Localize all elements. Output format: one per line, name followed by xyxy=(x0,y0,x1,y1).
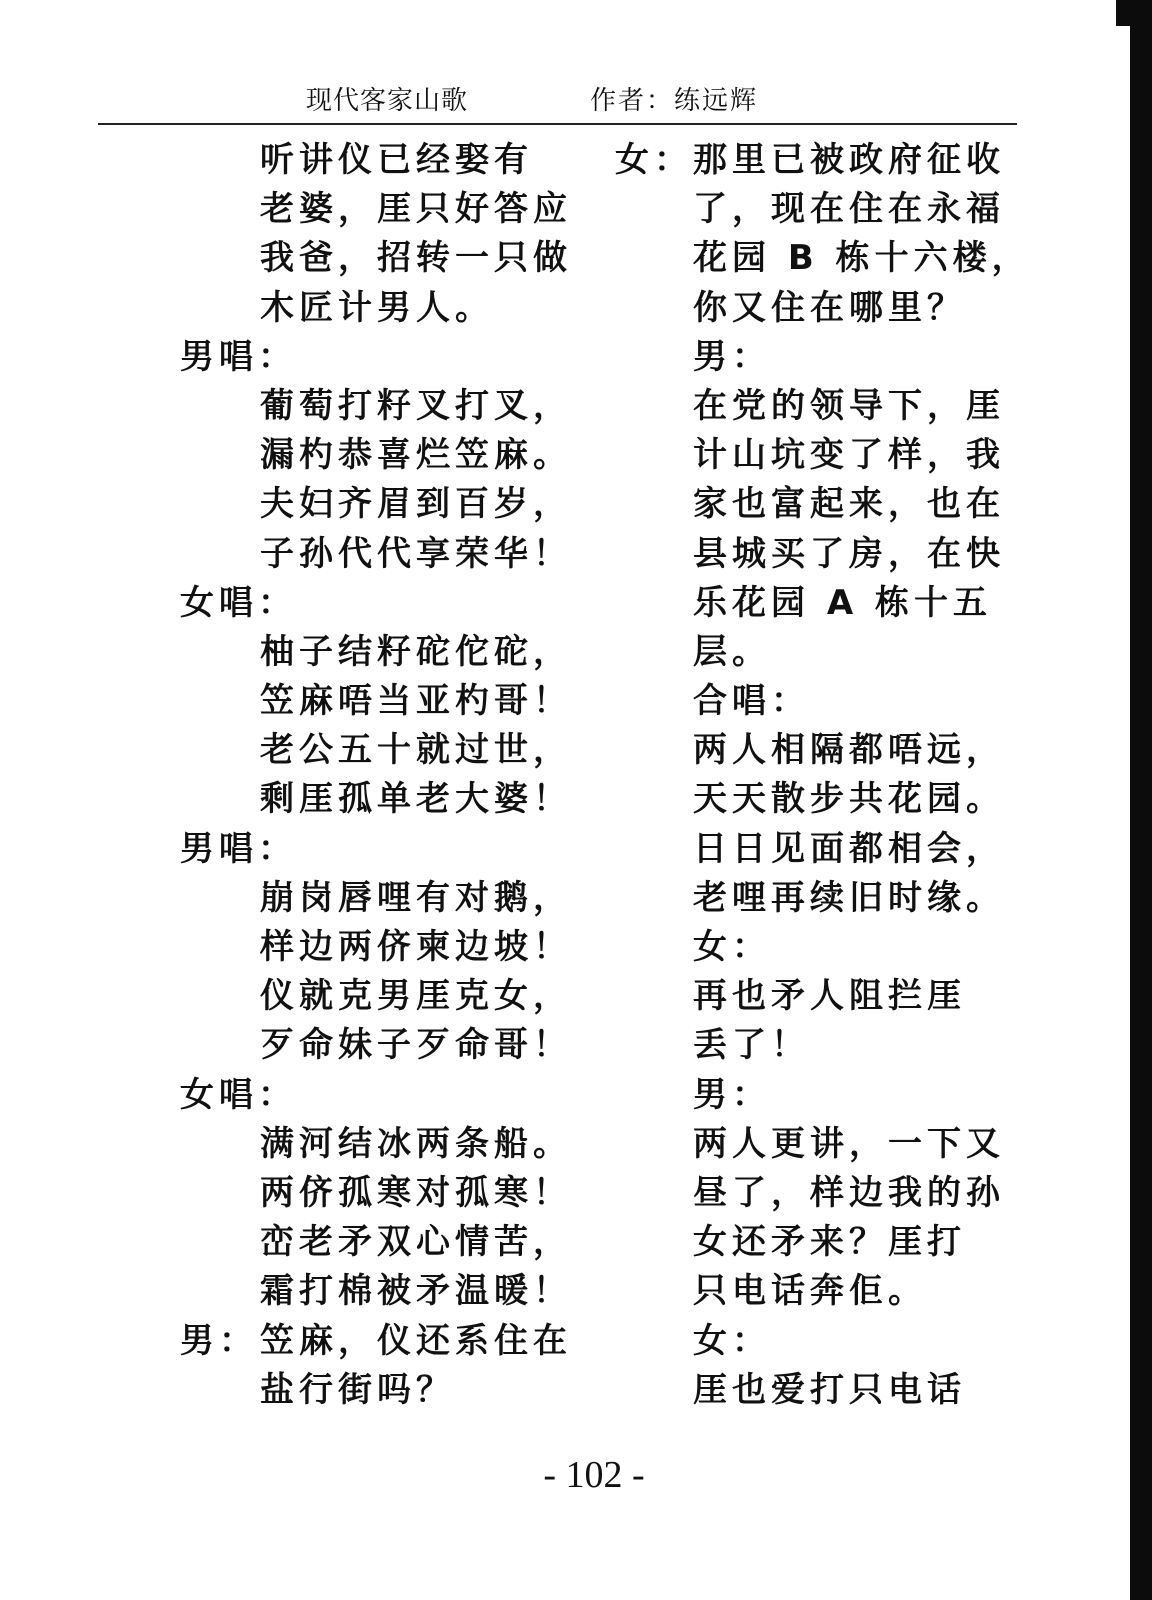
left-column xyxy=(180,136,572,1415)
verse-line: 计山坑变了样，我 xyxy=(693,435,1005,476)
verse-line xyxy=(615,136,1031,185)
verse-line: 子孙代代享荣华！ xyxy=(260,533,572,574)
verse-line: 老婆，厓只好答应 xyxy=(260,189,572,230)
verse-line: 仪就克男厓克女， xyxy=(260,976,572,1017)
verse-line: 丢了！ xyxy=(693,1025,810,1066)
header-divider xyxy=(98,123,1017,125)
speaker-label: 女唱： xyxy=(180,582,297,623)
verse-line: 家也富起来，也在 xyxy=(693,484,1005,525)
verse-line: 层。 xyxy=(693,631,771,672)
speaker-label: 男唱： xyxy=(180,336,297,377)
verse-line: 满河结冰两条船。 xyxy=(260,1123,572,1164)
verse-line xyxy=(180,1317,572,1366)
verse-line: 霜打棉被矛温暖！ xyxy=(260,1271,572,1312)
verse-line: 听讲仪已经娶有 xyxy=(260,140,533,180)
verse-line: 老公五十就过世， xyxy=(260,730,572,771)
verse-line: 笠麻唔当亚杓哥！ xyxy=(260,681,572,722)
verse-line: 县城买了房，在快 xyxy=(693,533,1005,574)
verse-line: 峦老矛双心情苦， xyxy=(260,1222,572,1263)
verse-line: 女： xyxy=(693,1320,771,1361)
verse-line: 昼了，样边我的孙 xyxy=(693,1172,1005,1213)
verse-line: 女： xyxy=(693,927,771,967)
verse-line: 乐花园 A 栋十五 xyxy=(693,582,992,623)
verse-line: 厓也爱打只电话 xyxy=(693,1369,966,1410)
verse-line: 漏杓恭喜烂笠麻。 xyxy=(260,435,572,476)
verse-line: 老哩再续旧时缘。 xyxy=(693,877,1005,918)
verse-line: 天天散步共花园。 xyxy=(693,779,1005,820)
verse-line: 样边两侪柬边坡！ xyxy=(260,927,572,967)
verse-line: 只电话奔佢。 xyxy=(693,1271,927,1312)
verse-line: 崩岗唇哩有对鹅， xyxy=(260,877,572,918)
verse-line: 两侪孤寒对孤寒！ xyxy=(260,1172,572,1213)
verse-line: 男： xyxy=(693,336,771,377)
verse-line: 歹命妹子歹命哥！ xyxy=(260,1025,572,1066)
verse-line: 合唱： xyxy=(693,681,810,722)
scan-border xyxy=(1130,0,1152,1600)
verse-line: 盐行街吗？ xyxy=(260,1369,455,1410)
verse-text: 那里已被政府征收 xyxy=(693,140,1005,180)
verse-line: 女还矛来？厓打 xyxy=(693,1222,966,1263)
verse-line: 柚子结籽砣佗砣， xyxy=(260,631,572,672)
verse-line: 男： xyxy=(693,1074,771,1115)
verse-line: 我爸，招转一只做 xyxy=(260,238,572,279)
verse-line: 再也矛人阻拦厓 xyxy=(693,976,966,1017)
running-header-title: 现代客家山歌 xyxy=(306,86,469,116)
verse-line: 两人更讲，一下又 xyxy=(693,1123,1005,1164)
speaker-label: 女唱： xyxy=(180,1074,297,1115)
speaker-label: 女： xyxy=(615,140,693,180)
verse-text: 笠麻，仪还系住在 xyxy=(260,1320,572,1361)
running-header-author: 作者：练远辉 xyxy=(590,86,759,116)
verse-line: 你又住在哪里？ xyxy=(693,287,966,328)
verse-line: 木匠计男人。 xyxy=(260,287,494,328)
right-column xyxy=(615,136,1031,1415)
verse-line: 两人相隔都唔远， xyxy=(693,730,1005,771)
verse-line: 了，现在住在永福 xyxy=(693,189,1005,230)
speaker-label: 男唱： xyxy=(180,828,297,869)
verse-line: 日日见面都相会， xyxy=(693,828,1005,869)
speaker-label: 男： xyxy=(180,1320,258,1361)
verse-line: 花园 B 栋十六楼， xyxy=(693,238,1031,279)
verse-line: 葡萄打籽叉打叉， xyxy=(260,385,572,426)
scan-corner xyxy=(1116,0,1152,26)
verse-line: 剩厓孤单老大婆！ xyxy=(260,779,572,820)
verse-line: 在党的领导下，厓 xyxy=(693,385,1005,426)
verse-line: 夫妇齐眉到百岁， xyxy=(260,484,572,525)
page-number: - 102 - xyxy=(543,1454,645,1496)
